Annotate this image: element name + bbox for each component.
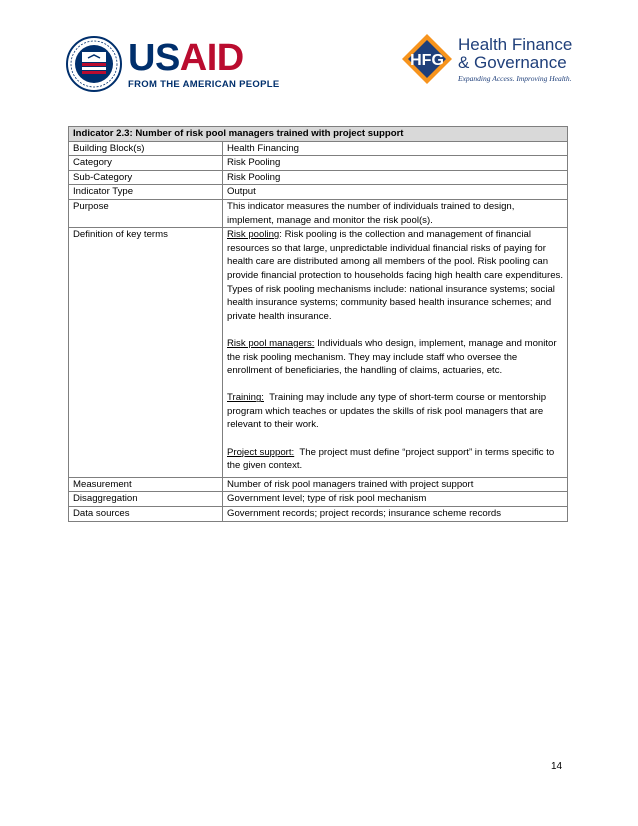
table-row bbox=[69, 170, 568, 185]
definitions-cell bbox=[223, 228, 568, 478]
definition-risk-pool-managers bbox=[227, 337, 563, 378]
row-key: Data sources bbox=[69, 507, 223, 522]
term-text: The project must define “project support” in terms specific to the given context. bbox=[227, 446, 555, 472]
row-key: Building Block(s) bbox=[69, 141, 223, 156]
page-header bbox=[0, 28, 638, 98]
hfg-name-line1: Health Finance bbox=[458, 34, 573, 54]
row-key: Category bbox=[69, 156, 223, 171]
term-label: Risk pool managers: bbox=[227, 337, 315, 349]
page-number: 14 bbox=[551, 761, 563, 772]
usaid-seal-icon bbox=[66, 36, 122, 92]
usaid-logo bbox=[66, 36, 279, 92]
row-value: Government records; project records; insurance scheme records bbox=[223, 507, 568, 522]
row-key: Disaggregation bbox=[69, 492, 223, 507]
term-label: Risk pooling bbox=[227, 229, 280, 241]
row-key: Purpose bbox=[69, 199, 223, 227]
table-row bbox=[69, 199, 568, 227]
indicator-table bbox=[68, 126, 568, 522]
usaid-tagline: FROM THE AMERICAN PEOPLE bbox=[128, 78, 280, 90]
row-value: Government level; type of risk pool mechanism bbox=[223, 492, 568, 507]
row-value: Health Financing bbox=[223, 141, 568, 156]
usaid-wordmark: USAID bbox=[128, 36, 244, 79]
hfg-name-line2: & Governance bbox=[458, 52, 567, 72]
row-value: Risk Pooling bbox=[223, 170, 568, 185]
term-label: Training: bbox=[227, 392, 264, 404]
indicator-title: Indicator 2.3: Number of risk pool managers trained with project support bbox=[69, 127, 568, 142]
table-row bbox=[69, 141, 568, 156]
term-text: Training may include any type of short-term course or mentorship program which teaches or updates the skills of risk pool managers that are relevant to their work. bbox=[227, 392, 547, 431]
table-title-row bbox=[69, 127, 568, 142]
hfg-diamond-icon bbox=[400, 32, 454, 86]
term-text: Risk pooling is the collection and management of financial resources so that large, unpredictable individual financial risks of paying for health care are distributed among all members of the pool. Risk pooling can provide financial protection to households facing high health care expenditures. Types of risk pooling mechanisms include: national insurance systems; social health insurance systems; community based health insurance schemes; and private health insurance. bbox=[227, 229, 564, 322]
table-row bbox=[69, 185, 568, 200]
row-key: Indicator Type bbox=[69, 185, 223, 200]
svg-text:HFG: HFG bbox=[410, 52, 444, 69]
table-row bbox=[69, 156, 568, 171]
row-key: Sub-Category bbox=[69, 170, 223, 185]
row-value: Risk Pooling bbox=[223, 156, 568, 171]
row-key: Definition of key terms bbox=[69, 228, 223, 478]
definitions-row bbox=[69, 228, 568, 478]
term-text: Individuals who design, implement, manage and monitor the risk pooling mechanism. They may include staff who oversee the enrollment of beneficiaries, the handling of claims, actuaries, etc. bbox=[227, 337, 557, 377]
table-row bbox=[69, 477, 568, 492]
term-label: Project support: bbox=[227, 446, 295, 458]
hfg-logo bbox=[400, 32, 572, 86]
table-row bbox=[69, 507, 568, 522]
row-value: Number of risk pool managers trained with project support bbox=[223, 477, 568, 492]
row-value: This indicator measures the number of individuals trained to design, implement, manage and monitor the risk pool(s). bbox=[223, 199, 568, 227]
definition-risk-pooling: Risk pooling: Risk pooling is the collection and management of financial resources so that large, unpredictable individual financial risks of paying for health care are distributed among all members of the pool. Risk pooling can provide financial protection to households facing high health care expenditures. Types of risk pooling mechanisms include: national insurance systems; social health insurance systems; community based health insurance schemes; and private health insurance. bbox=[227, 229, 564, 322]
definition-training bbox=[227, 391, 563, 432]
row-key: Measurement bbox=[69, 477, 223, 492]
table-row bbox=[69, 492, 568, 507]
row-value: Output bbox=[223, 185, 568, 200]
hfg-tagline: Expanding Access. Improving Health. bbox=[458, 73, 572, 83]
definition-project-support bbox=[227, 446, 563, 473]
